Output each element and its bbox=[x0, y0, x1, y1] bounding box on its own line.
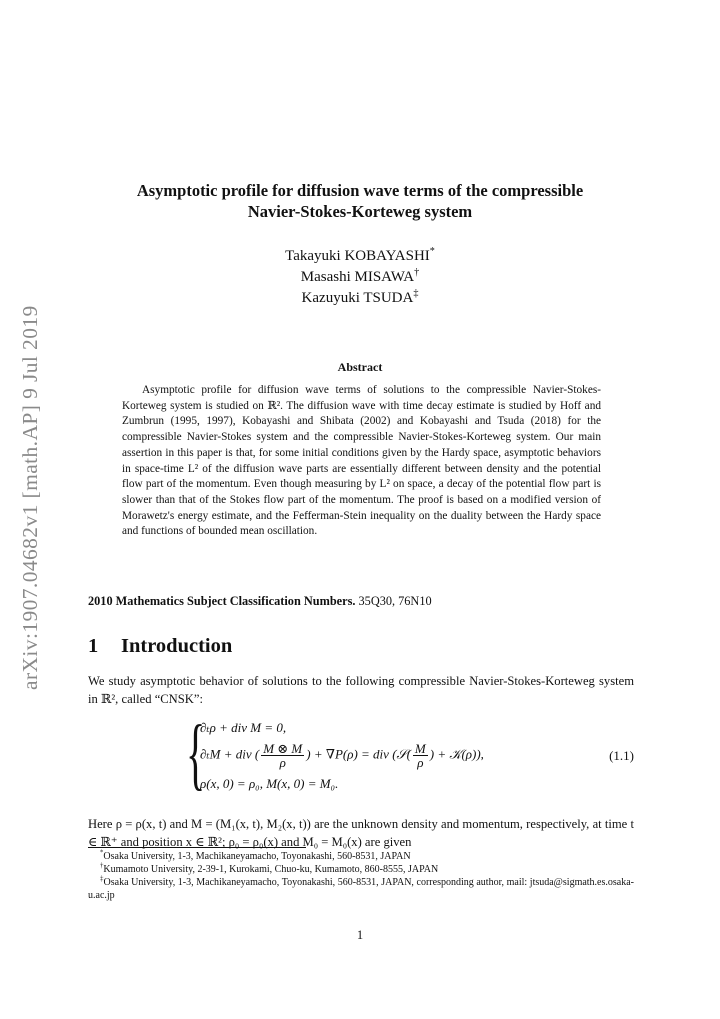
fraction bbox=[261, 742, 304, 769]
footnote-2 bbox=[88, 863, 634, 876]
body-paragraph: Here ρ = ρ(x, t) and M = (M₁(x, t), M₂(x, t)) are the unknown density and momentum, respectively, at time t ∈ ℝ⁺ and position x ∈ ℝ²; ρ₀ = ρ₀(x) and M₀ = M₀(x) are given bbox=[88, 817, 634, 849]
eq2-part-a: ∂ₜM + div ( bbox=[200, 746, 260, 762]
msc-label: 2010 Mathematics Subject Classification Numbers. bbox=[88, 594, 356, 608]
eq2-part-b: ) + ∇P(ρ) = div (𝒮( bbox=[306, 746, 411, 762]
abstract-body: Asymptotic profile for diffusion wave terms of solutions to the compressible Navier-Stokes-Korteweg system is studied on ℝ². The diffusion wave with time decay estimate is studied by Hoff and Zumbrun (1995, 1997), Kobayashi and Shibata (2002) and Kobayashi and Tsuda (2018) for the compressible Navier-Stokes system and the compressible Navier-Stokes-Korteweg system. Our main assertion in this paper is that, for some initial conditions given by the Hardy space, asymptotic behaviors in space-time L² of the diffusion wave parts are essentially different between density and the potential flow part of the momentum. Even though measuring by L² on space, a decay of the potential flow part is slower than that of the Stokes flow part of the momentum. The proof is based on a modified version of Morawetz's energy estimate, and the Fefferman-Stein inequality on the duality between the Hardy space and functions of bounded mean oscillation. bbox=[122, 384, 601, 538]
author-footnote-mark: † bbox=[414, 267, 420, 278]
footnote-mark: * bbox=[100, 849, 104, 857]
fraction-numerator: M bbox=[414, 741, 426, 756]
msc-classification bbox=[88, 594, 633, 609]
author-name: Takayuki KOBAYASHI bbox=[285, 248, 430, 264]
equation-line-1: ∂ₜρ + div M = 0, bbox=[200, 720, 287, 735]
equation-number: (1.1) bbox=[609, 748, 634, 763]
section-heading bbox=[88, 635, 232, 658]
footnote-divider bbox=[88, 847, 306, 848]
footnote-mark: ‡ bbox=[100, 875, 104, 883]
author-2 bbox=[200, 267, 520, 288]
author-footnote-mark: ‡ bbox=[413, 288, 419, 299]
msc-value: 35Q30, 76N10 bbox=[358, 594, 432, 608]
fraction-denominator: ρ bbox=[279, 755, 286, 770]
left-brace: { bbox=[186, 710, 206, 798]
fraction-denominator: ρ bbox=[417, 755, 424, 770]
author-footnote-mark: * bbox=[429, 246, 435, 257]
arxiv-sidebar-stamp bbox=[18, 290, 56, 690]
section-title: Introduction bbox=[121, 635, 233, 657]
title-line-1: Asymptotic profile for diffusion wave terms of the compressible bbox=[136, 181, 584, 200]
title-line-2: Navier-Stokes-Korteweg system bbox=[247, 202, 473, 221]
fraction bbox=[413, 742, 428, 769]
page-number: 1 bbox=[356, 928, 364, 942]
equation-line-3: ρ(x, 0) = ρ₀, M(x, 0) = M₀. bbox=[200, 776, 339, 791]
footnote-text: Osaka University, 1-3, Machikaneyamacho, Toyonakashi, 560-8531, JAPAN, corresponding author, mail: jtsuda@sigmath.es.osaka-u.ac.jp bbox=[88, 877, 634, 901]
footnote-3 bbox=[88, 876, 634, 902]
author-name: Masashi MISAWA bbox=[300, 269, 415, 285]
intro-paragraph: We study asymptotic behavior of solutions to the following compressible Navier-Stokes-Korteweg system in ℝ², called “CNSK”: bbox=[88, 674, 634, 706]
author-1 bbox=[200, 246, 520, 267]
footnote-text: Kumamoto University, 2-39-1, Kurokami, Chuo-ku, Kumamoto, 860-8555, JAPAN bbox=[103, 864, 439, 875]
eq2-part-c: ) + 𝒦(ρ)), bbox=[429, 746, 484, 762]
section-number: 1 bbox=[88, 635, 99, 657]
fraction-numerator: M ⊗ M bbox=[263, 741, 303, 756]
footnote-mark: † bbox=[100, 862, 104, 870]
author-list bbox=[200, 246, 520, 309]
equation-cnsk bbox=[186, 710, 634, 810]
abstract-heading: Abstract bbox=[337, 360, 383, 374]
footnote-1 bbox=[88, 850, 634, 863]
paper-title bbox=[80, 180, 640, 222]
footnote-text: Osaka University, 1-3, Machikaneyamacho, Toyonakashi, 560-8531, JAPAN bbox=[103, 851, 411, 862]
equation-line-2 bbox=[200, 742, 484, 769]
author-name: Kazuyuki TSUDA bbox=[301, 290, 414, 306]
author-3 bbox=[200, 288, 520, 309]
footnotes bbox=[88, 850, 634, 902]
arxiv-identifier: arXiv:1907.04682v1 [math.AP] 9 Jul 2019 bbox=[18, 305, 42, 690]
